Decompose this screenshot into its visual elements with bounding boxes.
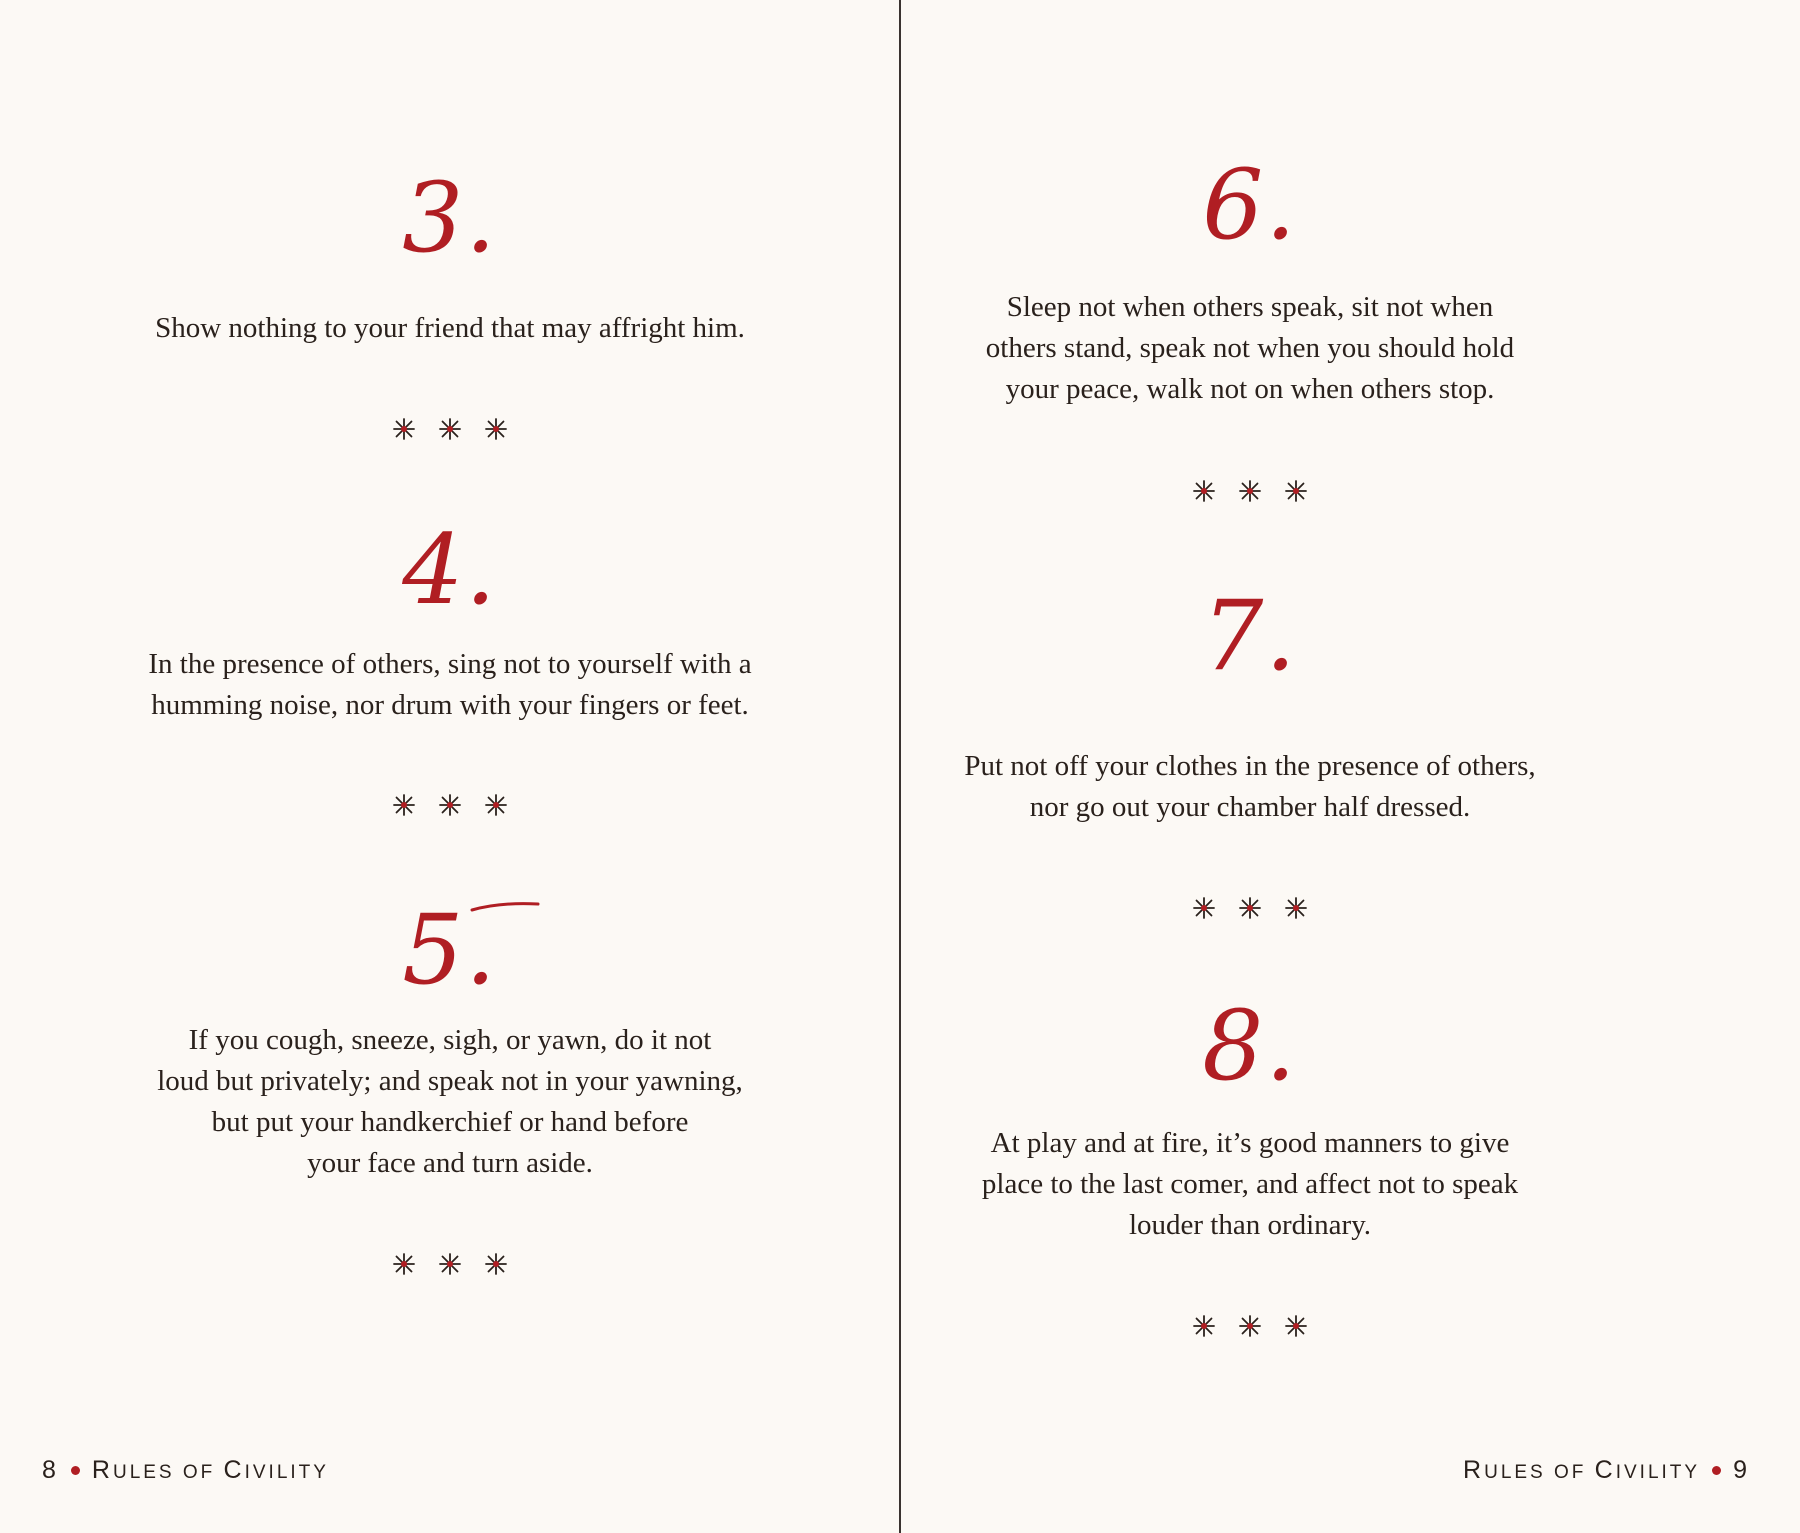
page-footer-right — [1463, 1456, 1750, 1485]
rule-number: 6. — [1202, 149, 1298, 261]
ornament-divider — [1100, 1314, 1400, 1338]
running-title-part: IVILITY — [244, 1462, 329, 1483]
ornament-divider — [300, 417, 600, 441]
rule-text — [80, 644, 820, 726]
rule-text-line: At play and at fire, it’s good manners to give — [990, 1127, 1510, 1159]
rule-text-line: Sleep not when others speak, sit not when — [1006, 291, 1494, 323]
page-number: 9 — [1733, 1456, 1750, 1484]
running-title-initial: C — [1594, 1456, 1616, 1484]
rule-text-line: humming noise, nor drum with your fingers or feet. — [151, 689, 749, 721]
rule-number: 5. — [402, 894, 498, 1006]
ornament-divider — [1100, 479, 1400, 503]
asterism-flourish-icon — [484, 793, 508, 817]
rule-text-line: Show nothing to your friend that may affright him. — [155, 312, 745, 344]
bullet-icon — [71, 1466, 80, 1475]
right-page — [901, 0, 1800, 1533]
page-number: 8 — [42, 1456, 59, 1484]
rule-text-line: place to the last comer, and affect not to speak — [981, 1168, 1519, 1200]
ornament-divider — [300, 793, 600, 817]
ornament-divider — [1100, 896, 1400, 920]
running-title-part: ULES OF — [112, 1462, 224, 1483]
asterism-flourish-icon — [1284, 1314, 1308, 1338]
asterism-flourish-icon — [392, 793, 416, 817]
rule-number: 3. — [402, 162, 498, 274]
rule-text — [920, 746, 1580, 828]
running-title — [1463, 1456, 1700, 1485]
rule-text-line: If you cough, sneeze, sigh, or yawn, do it not — [188, 1024, 712, 1056]
rule-text — [930, 287, 1570, 410]
rule-text — [80, 308, 820, 349]
running-title-part: ULES OF — [1484, 1462, 1595, 1483]
running-title-part: IVILITY — [1615, 1462, 1701, 1483]
rule-text-line: loud but privately; and speak not in your yawning, — [157, 1065, 743, 1097]
rule-text-line: Put not off your clothes in the presence of others, — [964, 750, 1536, 782]
rule-text-line: In the presence of others, sing not to yourself with a — [148, 648, 752, 680]
rule-text-line: others stand, speak not when you should hold — [985, 332, 1515, 364]
asterism-flourish-icon — [438, 1252, 462, 1276]
page-footer-left — [42, 1456, 329, 1485]
rule-text-line: your face and turn aside. — [307, 1147, 593, 1179]
running-title — [92, 1456, 329, 1485]
asterism-flourish-icon — [484, 1252, 508, 1276]
asterism-flourish-icon — [1284, 479, 1308, 503]
rule-text-line: but put your handkerchief or hand before — [211, 1106, 689, 1138]
asterism-flourish-icon — [392, 1252, 416, 1276]
ornament-divider — [300, 1252, 600, 1276]
rule-text-line: louder than ordinary. — [1128, 1209, 1372, 1241]
asterism-flourish-icon — [1238, 1314, 1262, 1338]
rule-text — [80, 1020, 820, 1184]
asterism-flourish-icon — [438, 793, 462, 817]
asterism-flourish-icon — [1192, 479, 1216, 503]
asterism-flourish-icon — [392, 417, 416, 441]
rule-number: 4. — [402, 514, 498, 626]
asterism-flourish-icon — [438, 417, 462, 441]
running-title-initial: R — [1463, 1456, 1485, 1484]
rule-number: 7. — [1202, 580, 1298, 692]
asterism-flourish-icon — [1192, 1314, 1216, 1338]
rule-number: 8. — [1202, 990, 1298, 1102]
rule-text-line: nor go out your chamber half dressed. — [1029, 791, 1471, 823]
asterism-flourish-icon — [484, 417, 508, 441]
running-title-initial: R — [91, 1456, 113, 1484]
bullet-icon — [1712, 1466, 1721, 1475]
number-flourish-icon — [470, 900, 540, 914]
asterism-flourish-icon — [1238, 896, 1262, 920]
rule-text — [930, 1123, 1570, 1246]
asterism-flourish-icon — [1284, 896, 1308, 920]
rule-text-line: your peace, walk not on when others stop. — [1005, 373, 1495, 405]
asterism-flourish-icon — [1192, 896, 1216, 920]
asterism-flourish-icon — [1238, 479, 1262, 503]
running-title-initial: C — [223, 1456, 245, 1484]
